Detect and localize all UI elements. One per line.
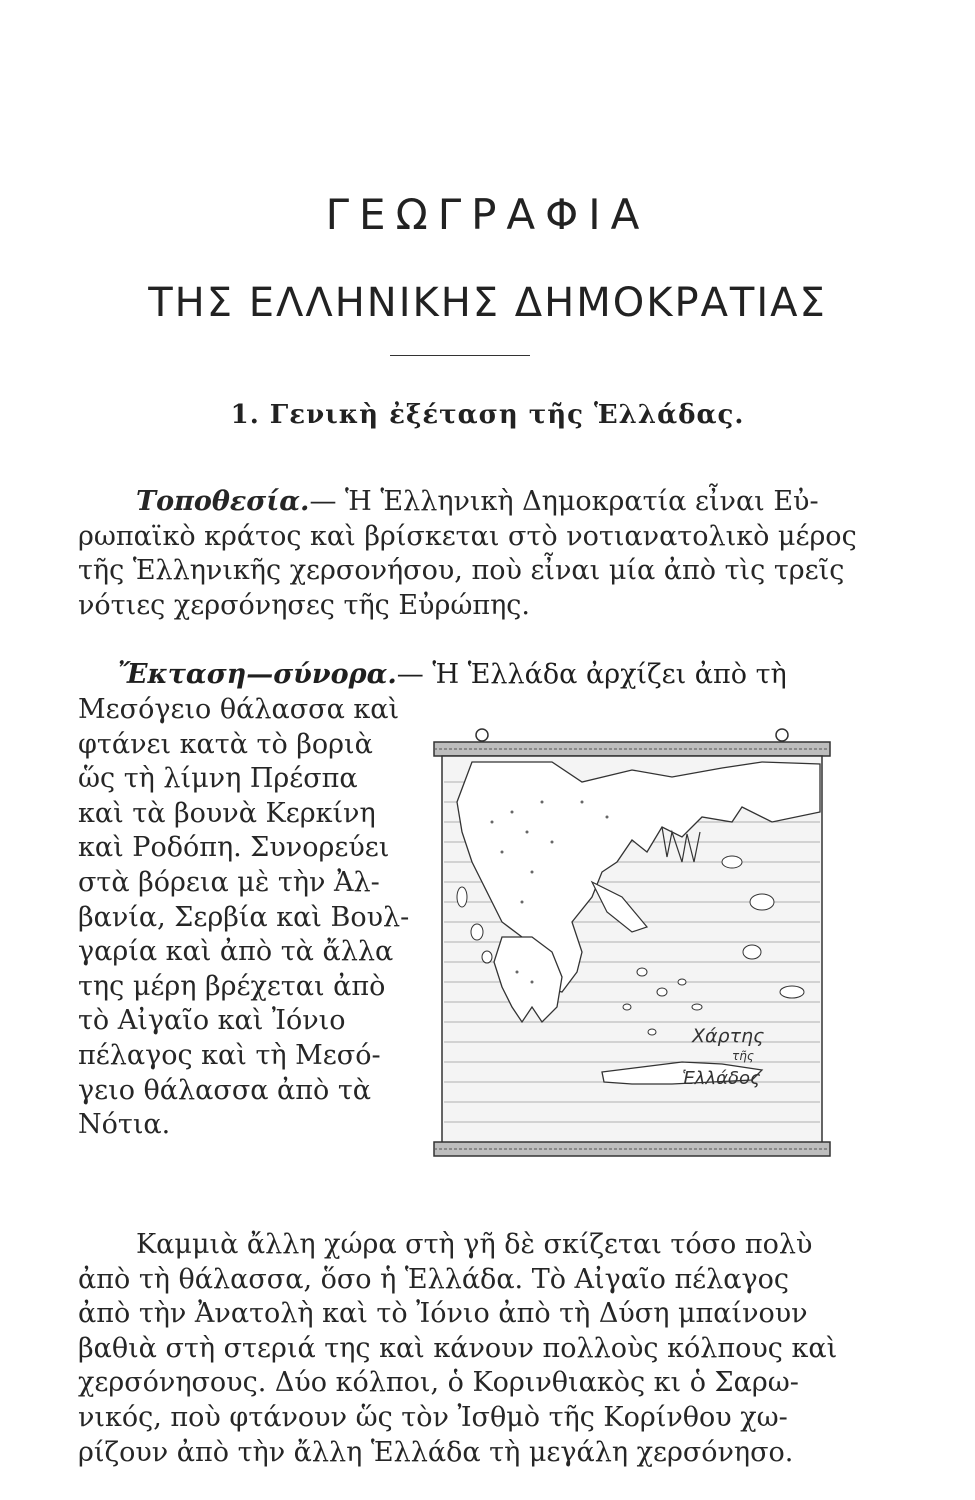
paragraph-coastline <box>78 1228 860 1470</box>
paragraph-extent-column <box>78 693 408 1143</box>
hanging-ring-icon <box>776 729 788 741</box>
paragraph-line: νότιες χερσόνησες τῆς Εὐρώπης. <box>78 589 530 621</box>
map-label-article: τῆς <box>732 1049 754 1063</box>
paragraph-line: ρίζουν ἀπὸ τὴν ἄλλη Ἑλλάδα τὴ μεγάλη χερσόνησο. <box>78 1436 794 1468</box>
paragraph-line: γαρία καὶ ἀπὸ τὰ ἄλλα <box>78 936 394 968</box>
paragraph-line: βανία, Σερβία καὶ Βουλ- <box>78 901 410 933</box>
paragraph-line: βαθιὰ στὴ στεριά της καὶ κάνουν πολλοὺς κόλπους καὶ <box>78 1332 838 1364</box>
title-divider <box>390 355 530 356</box>
paragraph-extent-first-line <box>78 658 860 693</box>
paragraph-line <box>78 658 860 693</box>
map-label-title: Χάρτης <box>692 1025 765 1047</box>
paragraph-text: — Ἡ Ἑλλάδα ἀρχίζει ἀπὸ τὴ <box>396 659 787 690</box>
paragraph-line: Νότια. <box>78 1109 171 1141</box>
page-subtitle: ΤΗΣ ΕΛΛΗΝΙΚΗΣ ΔΗΜΟΚΡΑΤΙΑΣ <box>148 280 827 326</box>
paragraph-line: χερσόνησους. Δύο κόλποι, ὁ Κορινθιακὸς κι ὁ Σαρω- <box>78 1367 799 1399</box>
paragraph-line: φτάνει κατὰ τὸ βοριὰ <box>78 728 373 760</box>
hanging-ring-icon <box>476 729 488 741</box>
paragraph-lead: Ἔκταση—σύνορα. <box>118 659 397 690</box>
map-of-greece-drawing <box>432 722 832 1162</box>
paragraph-line: ἀπὸ τὴ θάλασσα, ὅσο ἡ Ἑλλάδα. Τὸ Αἰγαῖο πέλαγος <box>78 1263 790 1295</box>
paragraph-line: στὰ βόρεια μὲ τὴν Ἀλ- <box>78 866 380 898</box>
paragraph-location <box>78 485 860 623</box>
paragraph-line: γειο θάλασσα ἀπὸ τὰ <box>78 1074 372 1106</box>
map-illustration <box>432 722 832 1162</box>
section-heading: 1. Γενικὴ ἐξέταση τῆς Ἑλλάδας. <box>230 400 745 430</box>
paragraph-line <box>78 485 860 520</box>
paragraph-line: της μέρη βρέχεται ἀπὸ <box>78 970 386 1002</box>
paragraph-line: τὸ Αἰγαῖο καὶ Ἰόνιο <box>78 1005 346 1037</box>
paragraph-line: πέλαγος καὶ τὴ Μεσό- <box>78 1039 381 1071</box>
paragraph-line: ὥς τὴ λίμνη Πρέσπα <box>78 763 358 795</box>
paragraph-lead: Τοποθεσία. <box>136 486 310 517</box>
paragraph-line: ἀπὸ τὴν Ἀνατολὴ καὶ τὸ Ἰόνιο ἀπὸ τὴ Δύση μπαίνουν <box>78 1298 808 1330</box>
page-title: ΓΕΩΓΡΑΦΙΑ <box>325 190 650 239</box>
paragraph-line: τῆς Ἑλληνικῆς χερσονήσου, ποὺ εἶναι μία ἀπὸ τὶς τρεῖς <box>78 555 845 587</box>
map-label-country: Ἑλλάδος <box>682 1068 761 1089</box>
paragraph-line: νικός, ποὺ φτάνουν ὥς τὸν Ἰσθμὸ τῆς Κορίνθου χω- <box>78 1401 788 1433</box>
paragraph-text: — Ἡ Ἑλληνικὴ Δημοκρατία εἶναι Εὐ- <box>309 486 819 517</box>
paragraph-line: Καμμιὰ ἄλλη χώρα στὴ γῆ δὲ σκίζεται τόσο πολὺ <box>136 1229 813 1260</box>
paragraph-line: καὶ Ροδόπη. Συνορεύει <box>78 832 390 864</box>
paragraph-line: καὶ τὰ βουνὰ Κερκίνη <box>78 797 376 829</box>
paragraph-line: ρωπαϊκὸ κράτος καὶ βρίσκεται στὸ νοτιανατολικὸ μέρος <box>78 520 857 552</box>
paragraph-line: Μεσόγειο θάλασσα καὶ <box>78 694 400 725</box>
